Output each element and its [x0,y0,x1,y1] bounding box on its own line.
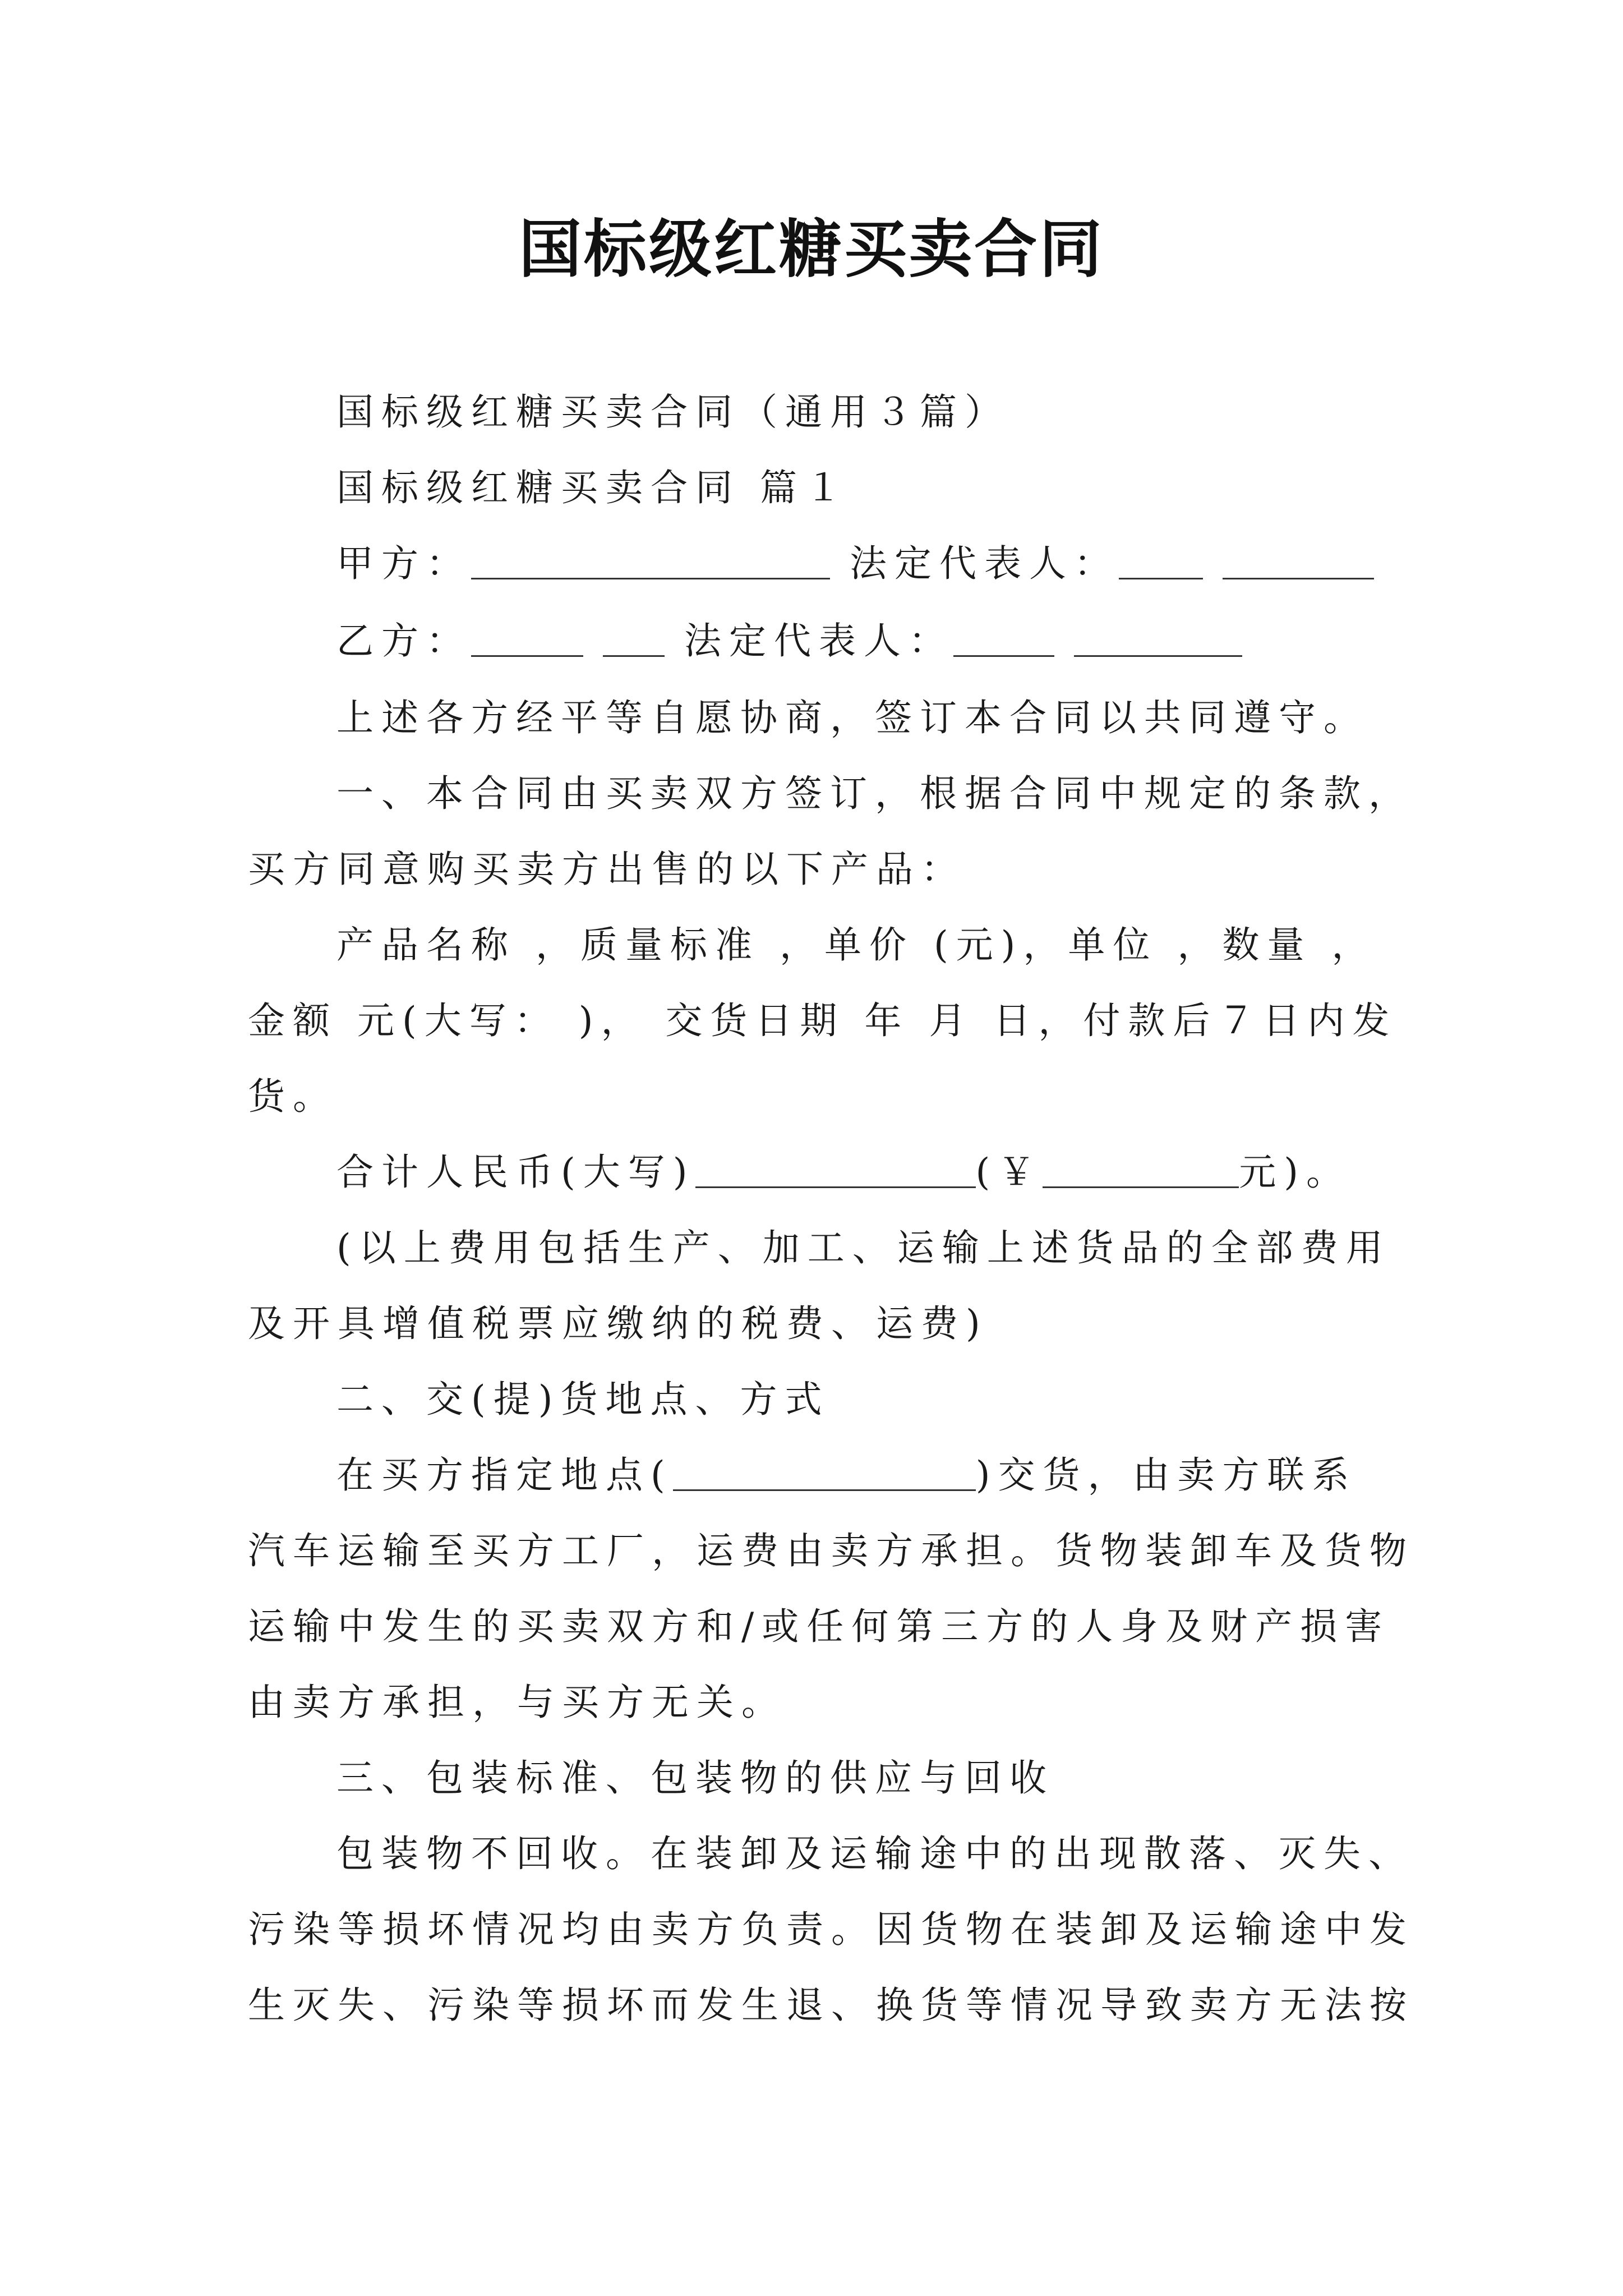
party-b-blank-2 [603,622,665,657]
clause1-line2: 买方同意购买卖方出售的以下产品： [248,848,966,891]
clause2-line4: 由卖方承担，与买方无关。 [248,1681,786,1724]
clause2-line1 [336,1450,1357,1501]
product-line3: 货。 [248,1075,338,1118]
fees-line2: 及开具增值税票应缴纳的税费、运费) [248,1302,988,1345]
party-b-blank-1 [471,622,583,657]
party-a-rep-blank-2 [1223,544,1374,579]
total-yen-open: (￥ [975,1151,1043,1194]
party-b-rep-blank-2 [1074,622,1242,657]
fees-line1: (以上费用包括生产、加工、运输上述货品的全部费用 [336,1226,1391,1269]
clause3-line2: 污染等损坏情况均由卖方负责。因货物在装卸及运输途中发 [248,1908,1414,1951]
total-amount-words-blank [695,1153,976,1188]
preamble: 上述各方经平等自愿协商，签订本合同以共同遵守。 [336,696,1368,739]
party-a-rep-blank-1 [1119,544,1203,579]
clause2-line2: 汽车运输至买方工厂，运费由卖方承担。货物装卸车及货物 [248,1529,1414,1572]
document-title: 国标级红糖买卖合同 [519,213,1104,286]
party-b-rep-blank-1 [953,622,1054,657]
party-b-rep-label: 法定代表人： [684,619,953,662]
clause2-line3: 运输中发生的买卖双方和/或任何第三方的人身及财产损害 [248,1605,1390,1648]
party-b-label: 乙方： [336,619,471,662]
product-line1: 产品名称 ，质量标准 ，单价 (元)，单位 ，数量 ， [336,923,1377,967]
party-a-blank [471,544,830,579]
clause1-line1: 一、本合同由买卖双方签订，根据合同中规定的条款， [336,772,1413,815]
total-suffix: 元)。 [1239,1151,1351,1194]
delivery-location-blank [673,1456,976,1491]
party-b-line [336,616,1242,666]
clause2-line1-prefix: 在买方指定地点( [336,1453,673,1497]
total-prefix: 合计人民币(大写) [336,1151,695,1194]
clause2-heading: 二、交(提)货地点、方式 [336,1378,830,1421]
clause3-line3: 生灭失、污染等损坏而发生退、换货等情况导致卖方无法按 [248,1984,1414,2027]
party-a-line [336,539,1374,589]
section-heading: 国标级红糖买卖合同 篇１ [336,466,850,509]
product-line2: 金额 元(大写： )， 交货日期 年 月 日，付款后７日内发 [248,999,1398,1042]
total-amount-number-blank [1043,1153,1239,1188]
document-subtitle: 国标级红糖买卖合同（通用３篇） [336,390,1009,434]
clause3-heading: 三、包装标准、包装物的供应与回收 [336,1756,1054,1800]
total-line [336,1147,1351,1198]
clause2-line1-suffix: )交货，由卖方联系 [975,1453,1357,1497]
clause3-line1: 包装物不回收。在装卸及运输途中的出现散落、灭失、 [336,1832,1413,1875]
party-a-rep-label: 法定代表人： [849,542,1119,585]
party-a-label: 甲方： [336,542,471,585]
